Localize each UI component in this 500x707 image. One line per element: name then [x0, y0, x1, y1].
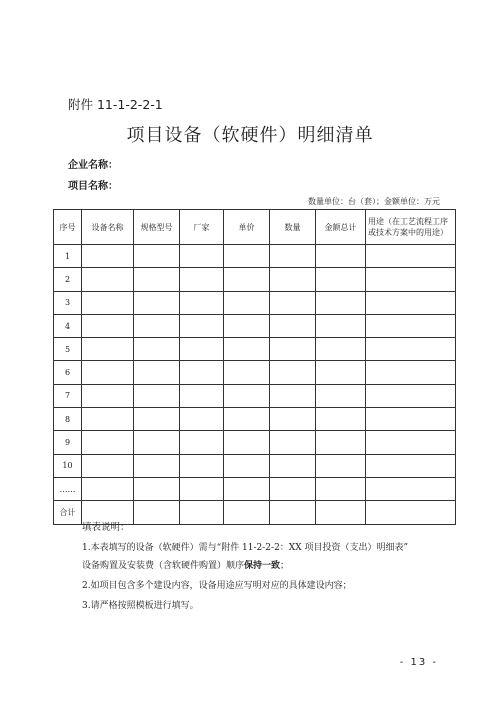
table-cell — [224, 338, 270, 361]
table-cell — [180, 338, 224, 361]
table-cell — [316, 314, 366, 337]
table-row — [54, 268, 456, 291]
table-cell — [82, 361, 134, 384]
table-cell — [224, 268, 270, 291]
note-3: 3.请严格按照模板进行填写。 — [82, 601, 199, 611]
table-cell — [224, 384, 270, 407]
table-cell — [134, 314, 180, 337]
table-cell — [316, 408, 366, 431]
header-quantity: 数量 — [270, 210, 316, 245]
table-cell — [316, 361, 366, 384]
row-index: 2 — [54, 268, 82, 291]
table-cell — [224, 431, 270, 454]
table-cell — [180, 501, 224, 524]
table-cell — [134, 245, 180, 268]
header-unit-price: 单价 — [224, 210, 270, 245]
table-cell — [180, 384, 224, 407]
table-cell — [82, 268, 134, 291]
table-cell — [270, 338, 316, 361]
row-index: 6 — [54, 361, 82, 384]
header-manufacturer: 厂家 — [180, 210, 224, 245]
row-index: 5 — [54, 338, 82, 361]
table-cell — [270, 314, 316, 337]
table-cell — [224, 408, 270, 431]
table-cell — [224, 501, 270, 524]
note-1-text: 设备购置及安装费（含软硬件购置）顺序 — [82, 561, 245, 571]
units-note: 数量单位：台（套）；金额单位：万元 — [308, 197, 440, 206]
header-model: 规格型号 — [134, 210, 180, 245]
table-row — [54, 454, 456, 477]
table-row — [54, 408, 456, 431]
table-cell — [316, 454, 366, 477]
table-cell — [180, 245, 224, 268]
table-cell — [366, 314, 456, 337]
table-cell — [270, 384, 316, 407]
table-cell — [134, 501, 180, 524]
table-cell — [82, 431, 134, 454]
table-cell — [366, 477, 456, 500]
table-cell — [134, 291, 180, 314]
table-cell — [270, 454, 316, 477]
table-row — [54, 291, 456, 314]
table-cell — [224, 245, 270, 268]
table-row — [54, 314, 456, 337]
row-index: 3 — [54, 291, 82, 314]
table-cell — [224, 291, 270, 314]
note-1-end: ； — [280, 561, 290, 571]
table-cell — [180, 454, 224, 477]
table-cell — [82, 477, 134, 500]
note-1-emphasis: 保持一致 — [244, 561, 281, 571]
table-cell — [270, 268, 316, 291]
table-cell — [366, 454, 456, 477]
row-index: 8 — [54, 408, 82, 431]
table-header-row — [54, 210, 456, 245]
note-1-line-1: 1.本表填写的设备（软硬件）需与“附件 11-2-2-2：XX 项目投资（支出）明细表” — [82, 543, 409, 553]
table-row — [54, 431, 456, 454]
table-cell — [180, 268, 224, 291]
table-row — [54, 361, 456, 384]
table-cell — [82, 314, 134, 337]
row-index: …… — [54, 477, 82, 500]
table-cell — [316, 384, 366, 407]
table-cell — [270, 245, 316, 268]
table-row — [54, 245, 456, 268]
row-index: 10 — [54, 454, 82, 477]
table-cell — [270, 477, 316, 500]
header-device-name: 设备名称 — [82, 210, 134, 245]
table-cell — [180, 408, 224, 431]
table-cell — [366, 501, 456, 524]
row-index: 4 — [54, 314, 82, 337]
table-cell — [316, 291, 366, 314]
attachment-label: 附件 11-1-2-2-1 — [68, 97, 163, 112]
table-cell — [316, 245, 366, 268]
table-row — [54, 477, 456, 500]
table-cell — [82, 291, 134, 314]
table-cell — [82, 338, 134, 361]
row-index: 合计 — [54, 501, 82, 524]
table-cell — [180, 431, 224, 454]
table-cell — [134, 408, 180, 431]
table-cell — [366, 361, 456, 384]
page-number: - 13 - — [399, 657, 438, 668]
table-cell — [366, 291, 456, 314]
table-cell — [316, 268, 366, 291]
table-cell — [270, 291, 316, 314]
table-cell — [82, 454, 134, 477]
table-cell — [366, 384, 456, 407]
table-cell — [82, 245, 134, 268]
table-cell — [366, 245, 456, 268]
table-cell — [134, 384, 180, 407]
table-cell — [134, 477, 180, 500]
row-index: 1 — [54, 245, 82, 268]
table-cell — [270, 501, 316, 524]
table-row — [54, 338, 456, 361]
table-cell — [366, 408, 456, 431]
table-cell — [224, 361, 270, 384]
table-cell — [134, 454, 180, 477]
header-purpose: 用途（在工艺流程工序或技术方案中的用途） — [366, 210, 456, 245]
table-cell — [366, 268, 456, 291]
table-cell — [180, 291, 224, 314]
table-cell — [366, 338, 456, 361]
table-cell — [134, 268, 180, 291]
table-cell — [270, 431, 316, 454]
table-cell — [316, 338, 366, 361]
table-cell — [180, 361, 224, 384]
table-cell — [180, 314, 224, 337]
row-index: 7 — [54, 384, 82, 407]
notes-title: 填表说明： — [82, 522, 130, 533]
company-name-label: 企业名称： — [68, 160, 118, 171]
table-cell — [134, 431, 180, 454]
table-cell — [82, 384, 134, 407]
table-cell — [316, 431, 366, 454]
note-2: 2.如项目包含多个建设内容，设备用途应写明对应的具体建设内容； — [82, 581, 352, 591]
header-total-amount: 金额总计 — [316, 210, 366, 245]
project-name-label: 项目名称： — [68, 181, 118, 192]
table-cell — [270, 361, 316, 384]
table-cell — [134, 338, 180, 361]
header-index: 序号 — [54, 210, 82, 245]
table-cell — [134, 361, 180, 384]
table-cell — [224, 477, 270, 500]
note-1-line-2 — [82, 558, 289, 571]
table-cell — [224, 314, 270, 337]
table-cell — [316, 501, 366, 524]
row-index: 9 — [54, 431, 82, 454]
equipment-table — [53, 209, 456, 525]
table-cell — [180, 477, 224, 500]
table-cell — [224, 454, 270, 477]
page-title: 项目设备（软硬件）明细清单 — [126, 125, 374, 146]
table-cell — [366, 431, 456, 454]
table-cell — [270, 408, 316, 431]
table-cell — [316, 477, 366, 500]
table-row — [54, 384, 456, 407]
table-cell — [82, 408, 134, 431]
